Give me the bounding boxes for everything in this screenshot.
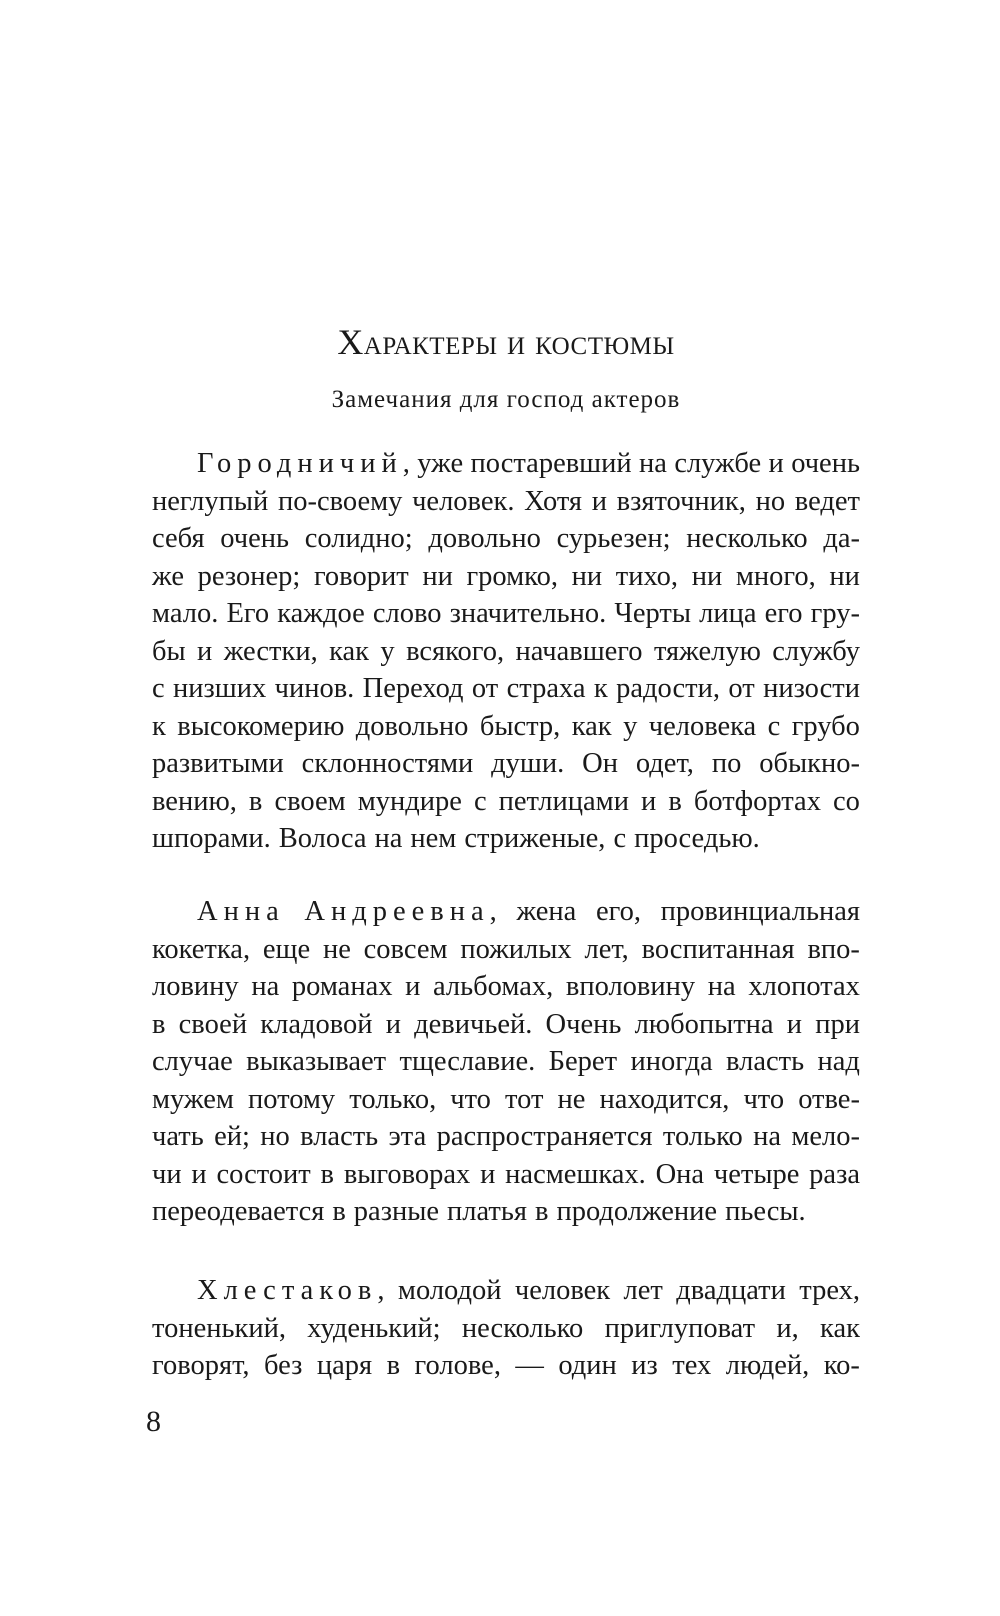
word: голове, — [414, 1350, 501, 1381]
text-line — [152, 968, 860, 1006]
word: — — [515, 1350, 544, 1381]
word: альбомах, — [433, 971, 554, 1002]
word: продолжение — [556, 1196, 718, 1227]
word: его — [764, 598, 803, 629]
word: ведет — [794, 485, 860, 517]
word: отве- — [798, 1083, 860, 1115]
word: и — [405, 971, 421, 1002]
text-line — [152, 1006, 860, 1044]
word: постаревший — [470, 448, 632, 479]
word: довольно — [355, 710, 469, 742]
word: своем — [274, 785, 346, 817]
word: человек. — [412, 485, 515, 517]
word: тихо, — [615, 560, 679, 592]
word: только, — [349, 1083, 437, 1115]
word: к — [152, 710, 166, 742]
word: страха — [506, 673, 586, 704]
word: как — [571, 710, 612, 742]
word: по — [711, 748, 742, 779]
text-line — [152, 783, 860, 821]
word: человека — [648, 710, 757, 742]
word: и, — [776, 1312, 799, 1344]
text-line — [152, 483, 860, 521]
word: души. — [491, 748, 565, 779]
word: Его — [226, 598, 270, 629]
word: в — [386, 1350, 401, 1381]
word: его, — [595, 896, 641, 927]
text-line — [152, 1043, 860, 1081]
word: как — [820, 1312, 860, 1344]
paragraph-anna-andreevna — [152, 893, 860, 1231]
word: пожилых — [460, 933, 572, 965]
word: чи — [152, 1158, 182, 1190]
word: одет, — [635, 748, 694, 779]
word: и — [641, 785, 657, 817]
word: слово — [372, 598, 442, 629]
word: человек — [514, 1275, 611, 1306]
word: Хлестаков, — [197, 1275, 385, 1306]
word: очень — [791, 448, 860, 479]
word: что — [743, 1083, 785, 1115]
word: Берет — [548, 1046, 618, 1077]
text-line — [152, 708, 860, 746]
word: у — [380, 635, 395, 667]
word: выказывает — [246, 1046, 387, 1077]
word: двадцати — [676, 1275, 786, 1306]
text-line — [152, 931, 860, 969]
text-line — [152, 558, 860, 596]
word: воспитанная — [641, 933, 795, 965]
text-line — [152, 520, 860, 558]
word: себя — [152, 523, 205, 554]
word: сурьезен; — [556, 523, 671, 554]
word: взяточник, — [616, 485, 746, 517]
word: на — [707, 971, 736, 1002]
word: Она — [655, 1158, 705, 1190]
word: что — [450, 1083, 491, 1115]
word: стриженые, — [464, 823, 606, 854]
word: ни — [691, 560, 723, 592]
word: кокетка, — [152, 933, 251, 965]
word: и — [197, 635, 213, 667]
paragraph-gorodnichiy — [152, 445, 860, 858]
word: обыкно- — [759, 748, 860, 779]
word: Анна — [197, 896, 285, 927]
word: тяжелую — [653, 635, 761, 667]
word: Хотя — [524, 485, 583, 517]
word: и — [191, 1158, 207, 1190]
text-line — [152, 745, 860, 783]
word: ни — [422, 560, 453, 592]
word: разные — [353, 1196, 440, 1227]
word: пьесы. — [725, 1196, 806, 1227]
word: с — [473, 785, 487, 817]
word: иногда — [630, 1046, 713, 1077]
word: радости, — [616, 673, 720, 704]
word: лица — [699, 598, 757, 629]
word: значительно. — [449, 598, 607, 629]
word: девичьей. — [414, 1008, 533, 1040]
word: Переход — [362, 673, 464, 704]
word: но — [755, 485, 786, 517]
word: без — [264, 1350, 303, 1381]
word: ни — [571, 560, 603, 592]
word: жестки, — [223, 635, 318, 667]
word: любопытна — [634, 1008, 774, 1040]
word: над — [817, 1046, 860, 1077]
word: приглуповат — [604, 1312, 756, 1344]
text-line — [152, 595, 860, 633]
word: развитыми — [152, 748, 284, 779]
word: ботфортах — [693, 785, 821, 817]
word: уже — [417, 448, 464, 479]
word: к — [593, 673, 608, 704]
word: да- — [823, 523, 860, 554]
word: в — [320, 1158, 335, 1190]
word: молодой — [397, 1275, 502, 1306]
word: жена — [516, 896, 577, 927]
word: тоненький, — [152, 1312, 286, 1344]
word: трех, — [799, 1275, 860, 1306]
word: склонностями — [301, 748, 474, 779]
word: как — [329, 635, 370, 667]
word: в — [668, 785, 682, 817]
word: распространяется — [436, 1121, 653, 1152]
word: и — [768, 448, 784, 479]
word: впо- — [807, 933, 860, 965]
word: петлицами — [498, 785, 629, 817]
word: по-своему — [277, 485, 403, 517]
word: каждое — [277, 598, 365, 629]
word: потому — [247, 1083, 336, 1115]
word: при — [815, 1008, 860, 1040]
word: говорят, — [152, 1350, 250, 1381]
word: чать — [152, 1121, 204, 1152]
word: но — [260, 1121, 290, 1152]
word: на — [374, 823, 403, 854]
text-line — [152, 1081, 860, 1119]
word: хлопотах — [748, 971, 860, 1002]
word: и — [786, 1008, 803, 1040]
word: состоит — [216, 1158, 311, 1190]
word: с — [613, 823, 627, 854]
word: Он — [582, 748, 618, 779]
word: солидно; — [304, 523, 413, 554]
word: находится, — [599, 1083, 730, 1115]
word: неглупый — [152, 485, 269, 517]
word: начавшего — [515, 635, 643, 667]
word: резонер; — [197, 560, 301, 592]
word: с — [767, 710, 781, 742]
word: службу — [772, 635, 860, 667]
word: тщеславие. — [399, 1046, 536, 1077]
word: высокомерию — [177, 710, 345, 742]
word: власть — [726, 1046, 805, 1077]
word: у — [623, 710, 638, 742]
word: тот — [505, 1083, 544, 1115]
word: переодевается — [152, 1196, 325, 1227]
word: власть — [300, 1121, 379, 1152]
word: вению, — [152, 785, 237, 817]
text-line — [152, 1272, 860, 1310]
word: платья — [447, 1196, 527, 1227]
page-title: Характеры и костюмы — [337, 322, 675, 362]
word: худенький; — [307, 1312, 441, 1344]
word: только — [662, 1121, 743, 1152]
word: своей — [178, 1008, 248, 1040]
word: в — [248, 785, 263, 817]
word: четыре — [713, 1158, 800, 1190]
word: несколько — [686, 523, 808, 554]
word: шпорами. — [152, 823, 271, 854]
text-line — [152, 1118, 860, 1156]
word: ловину — [152, 971, 239, 1002]
word: и — [480, 1158, 496, 1190]
word: не — [557, 1083, 586, 1115]
word: случае — [152, 1046, 233, 1077]
word: людей, — [725, 1350, 810, 1381]
word: очень — [220, 523, 289, 554]
word: и — [385, 1008, 401, 1040]
word: раза — [809, 1158, 860, 1190]
text-line — [152, 1156, 860, 1194]
text-line — [152, 1193, 860, 1231]
page-number: 8 — [146, 1405, 161, 1438]
word: быстр, — [479, 710, 561, 742]
word: низости — [763, 673, 860, 704]
word: на — [639, 448, 667, 479]
text-line — [152, 445, 860, 483]
text-line — [152, 820, 860, 858]
word: ни — [829, 560, 860, 592]
word: из — [631, 1350, 658, 1381]
word: Волоса — [278, 823, 367, 854]
word: низших — [173, 673, 267, 704]
word: эта — [388, 1121, 427, 1152]
word: от — [471, 673, 499, 704]
word: романах — [291, 971, 393, 1002]
paragraph-khlestakov — [152, 1272, 860, 1385]
text-line — [152, 1347, 860, 1385]
word: службе — [674, 448, 762, 479]
word: лет — [623, 1275, 663, 1306]
word: и — [591, 485, 607, 517]
word: в — [534, 1196, 549, 1227]
word: кладовой — [260, 1008, 373, 1040]
word: Андреевна, — [304, 896, 497, 927]
word: от — [728, 673, 755, 704]
word: говорит — [313, 560, 409, 592]
word: на — [753, 1121, 781, 1152]
word: довольно — [428, 523, 541, 554]
word: в — [332, 1196, 346, 1227]
word: на — [251, 971, 280, 1002]
word: мало. — [152, 598, 219, 629]
word: гру- — [810, 598, 860, 629]
word: со — [833, 785, 860, 817]
text-line — [152, 670, 860, 708]
word: грубо — [791, 710, 860, 742]
word: много, — [735, 560, 816, 592]
word: насмешках. — [505, 1158, 646, 1190]
word: вполовину — [565, 971, 696, 1002]
word: же — [152, 560, 184, 592]
word: ко- — [823, 1350, 860, 1381]
word: мундире — [357, 785, 462, 817]
word: мужем — [152, 1083, 234, 1115]
word: чинов. — [274, 673, 355, 704]
word: лет, — [584, 933, 629, 965]
page-subtitle: Замечания для господ актеров — [331, 386, 681, 413]
word: с — [152, 673, 165, 704]
word: бы — [152, 635, 186, 667]
word: тех — [672, 1350, 712, 1381]
word: еще — [262, 933, 311, 965]
text-line — [152, 633, 860, 671]
word: всякого, — [406, 635, 505, 667]
word: совсем — [363, 933, 448, 965]
word: громко, — [466, 560, 558, 592]
word: в — [152, 1008, 166, 1040]
word: ей; — [214, 1121, 250, 1152]
text-line — [152, 893, 860, 931]
word: выговорах — [343, 1158, 471, 1190]
word: несколько — [461, 1312, 584, 1344]
word: мело- — [791, 1121, 860, 1152]
word: Городничий, — [197, 448, 410, 479]
word: Очень — [545, 1008, 622, 1040]
word: один — [558, 1350, 617, 1381]
word: Черты — [614, 598, 691, 629]
word: провинциальная — [660, 896, 860, 927]
text-line — [152, 1310, 860, 1348]
word: царя — [316, 1350, 373, 1381]
word: нем — [410, 823, 457, 854]
word: не — [322, 933, 351, 965]
word: проседью. — [634, 823, 760, 854]
